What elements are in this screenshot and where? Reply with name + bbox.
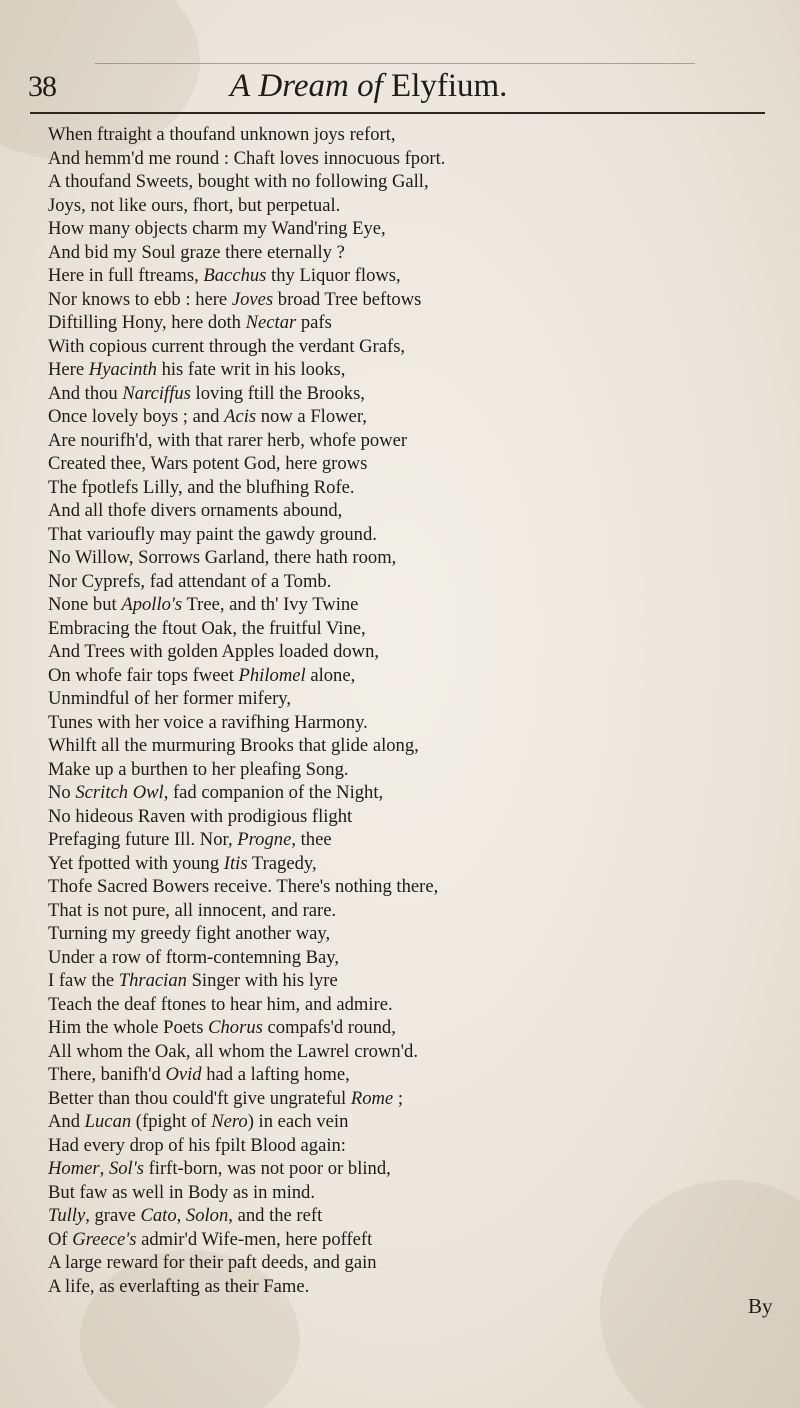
title-main: Elyfium.	[391, 68, 508, 104]
poem-line: And hemm'd me round : Chaft loves innocuous fport.	[48, 147, 446, 169]
poem-line: Teach the deaf ftones to hear him, and admire.	[48, 993, 393, 1015]
poem-line: I faw the Thracian Singer with his lyre	[48, 970, 338, 991]
poem-line: Once lovely boys ; and Acis now a Flower,	[48, 406, 367, 427]
poem-line: On whofe fair tops fweet Philomel alone,	[48, 664, 356, 686]
poem-line: When ftraight a thoufand unknown joys refort,	[48, 124, 396, 145]
poem-line: With copious current through the verdant Grafs,	[48, 335, 406, 357]
poem-line: No Scritch Owl, fad companion of the Night,	[48, 782, 384, 803]
poem-line: Make up a burthen to her pleafing Song.	[48, 758, 349, 780]
poem-line: A life, as everlafting as their Fame.	[48, 1275, 310, 1297]
title-italic: Dream of	[258, 68, 383, 104]
poem-line: No hideous Raven with prodigious flight	[48, 805, 353, 827]
poem-line: All whom the Oak, all whom the Lawrel crown'd.	[48, 1040, 418, 1062]
poem-line: And Lucan (fpight of Nero) in each vein	[48, 1111, 349, 1132]
poem-line: Here Hyacinth his fate writ in his looks,	[48, 359, 346, 380]
catchword: By	[748, 1294, 773, 1318]
poem-line: Homer, Sol's firft-born, was not poor or blind,	[48, 1158, 391, 1179]
poem-line: None but Apollo's Tree, and th' Ivy Twine	[48, 594, 359, 615]
poem-line: And bid my Soul graze there eternally ?	[48, 241, 345, 263]
header-rule	[30, 112, 765, 114]
running-header	[0, 58, 800, 118]
poem-line: Better than thou could'ft give ungrateful Rome ;	[48, 1087, 404, 1109]
poem-line: Diftilling Hony, here doth Nectar pafs	[48, 312, 332, 333]
poem-line: Under a row of ftorm-contemning Bay,	[48, 946, 340, 968]
poem-line: Him the whole Poets Chorus compafs'd round,	[48, 1017, 396, 1038]
poem-line: Joys, not like ours, fhort, but perpetual.	[48, 194, 341, 216]
title-prefix: A	[230, 68, 251, 104]
poem-line: A large reward for their paft deeds, and gain	[48, 1252, 377, 1273]
poem-line: Whilft all the murmuring Brooks that glide along,	[48, 735, 419, 756]
poem-line: Yet fpotted with young Itis Tragedy,	[48, 852, 317, 874]
poem-line: Created thee, Wars potent God, here grows	[48, 453, 368, 474]
poem-line: And all thofe divers ornaments abound,	[48, 500, 343, 521]
poem-line: Tully, grave Cato, Solon, and the reft	[48, 1205, 323, 1226]
poem-line: Nor knows to ebb : here Joves broad Tree beftows	[48, 288, 422, 310]
poem-line: But faw as well in Body as in mind.	[48, 1181, 316, 1203]
poem-line: And Trees with golden Apples loaded down,	[48, 641, 380, 662]
poem-line: Unmindful of her former mifery,	[48, 688, 292, 709]
poem-line: How many objects charm my Wand'ring Eye,	[48, 218, 386, 239]
page-number: 38	[28, 70, 56, 103]
poem-line: Are nourifh'd, with that rarer herb, whofe power	[48, 429, 408, 451]
poem-line: That varioufly may paint the gawdy ground.	[48, 523, 377, 545]
poem-line: Thofe Sacred Bowers receive. There's nothing there,	[48, 876, 439, 897]
poem-line: Tunes with her voice a ravifhing Harmony.	[48, 711, 368, 733]
poem-line: Here in full ftreams, Bacchus thy Liquor flows,	[48, 265, 401, 286]
poem-line: And thou Narciffus loving ftill the Brooks,	[48, 382, 365, 404]
poem-line: Turning my greedy fight another way,	[48, 923, 331, 944]
poem-line: Had every drop of his fpilt Blood again:	[48, 1134, 346, 1156]
poem-line: There, banifh'd Ovid had a lafting home,	[48, 1064, 350, 1085]
poem-line: No Willow, Sorrows Garland, there hath room,	[48, 547, 397, 568]
poem-line: Of Greece's admir'd Wife-men, here poffeft	[48, 1228, 373, 1250]
poem-line: Nor Cyprefs, fad attendant of a Tomb.	[48, 570, 332, 592]
poem-line: The fpotlefs Lilly, and the blufhing Rofe.	[48, 476, 355, 498]
poem-line: Embracing the ftout Oak, the fruitful Vine,	[48, 617, 366, 639]
poem-line: Prefaging future Ill. Nor, Progne, thee	[48, 829, 332, 850]
poem-line: A thoufand Sweets, bought with no following Gall,	[48, 171, 429, 192]
poem-text	[48, 123, 768, 1298]
running-title	[230, 68, 507, 105]
poem-line: That is not pure, all innocent, and rare.	[48, 899, 337, 921]
